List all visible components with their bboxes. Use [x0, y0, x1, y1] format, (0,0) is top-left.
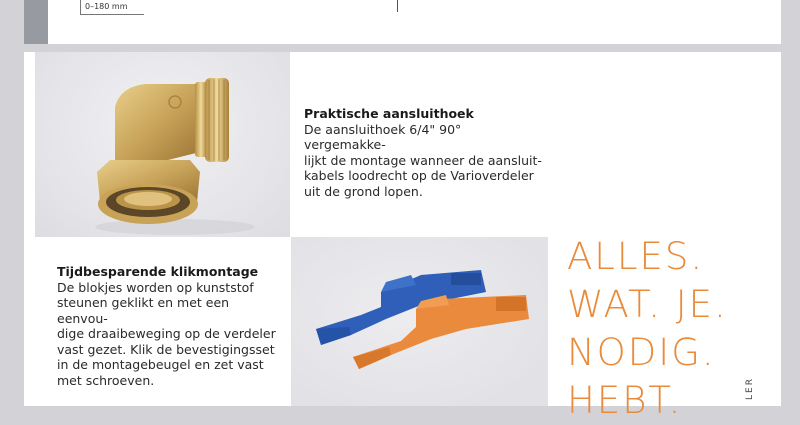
- feature-body-line: in de montagebeugel en zet vast: [57, 357, 264, 372]
- slogan-line: HEBT.: [567, 379, 683, 422]
- dimension-label: 0–180 mm: [85, 2, 128, 11]
- feature-body-line: dige draaibeweging op de verdeler: [57, 326, 276, 341]
- mounting-blocks-image: [291, 237, 548, 406]
- top-left-strip: [24, 0, 48, 44]
- slogan-line: ALLES.: [567, 235, 705, 278]
- feature-body-line: lijkt de montage wanneer de aansluit-: [304, 152, 542, 168]
- feature-title: Praktische aansluithoek: [304, 106, 474, 121]
- feature-body-line: De blokjes worden op kunststof: [57, 279, 254, 295]
- slogan-line: WAT. JE.: [567, 283, 728, 326]
- feature-body-line: vast gezet. Klik de bevestigingsset: [57, 341, 275, 357]
- feature-klikmontage-text: [57, 264, 282, 388]
- feature-body-line: kabels loodrecht op de Varioverdeler: [304, 168, 534, 183]
- vertical-side-label: LER: [745, 377, 755, 400]
- feature-body-line: steunen geklikt en met een eenvou-: [57, 295, 230, 326]
- dimension-line: [397, 0, 398, 12]
- feature-aansluithoek-text: [304, 106, 544, 199]
- slogan: [567, 233, 728, 425]
- feature-body-line: uit de grond lopen.: [304, 183, 423, 199]
- feature-body-line: De aansluithoek 6/4" 90° vergemakke-: [304, 121, 462, 152]
- feature-title: Tijdbesparende klikmontage: [57, 264, 259, 279]
- feature-body-line: met schroeven.: [57, 372, 155, 388]
- slogan-line: NODIG.: [567, 331, 716, 374]
- brass-elbow-fitting-image: [35, 52, 290, 237]
